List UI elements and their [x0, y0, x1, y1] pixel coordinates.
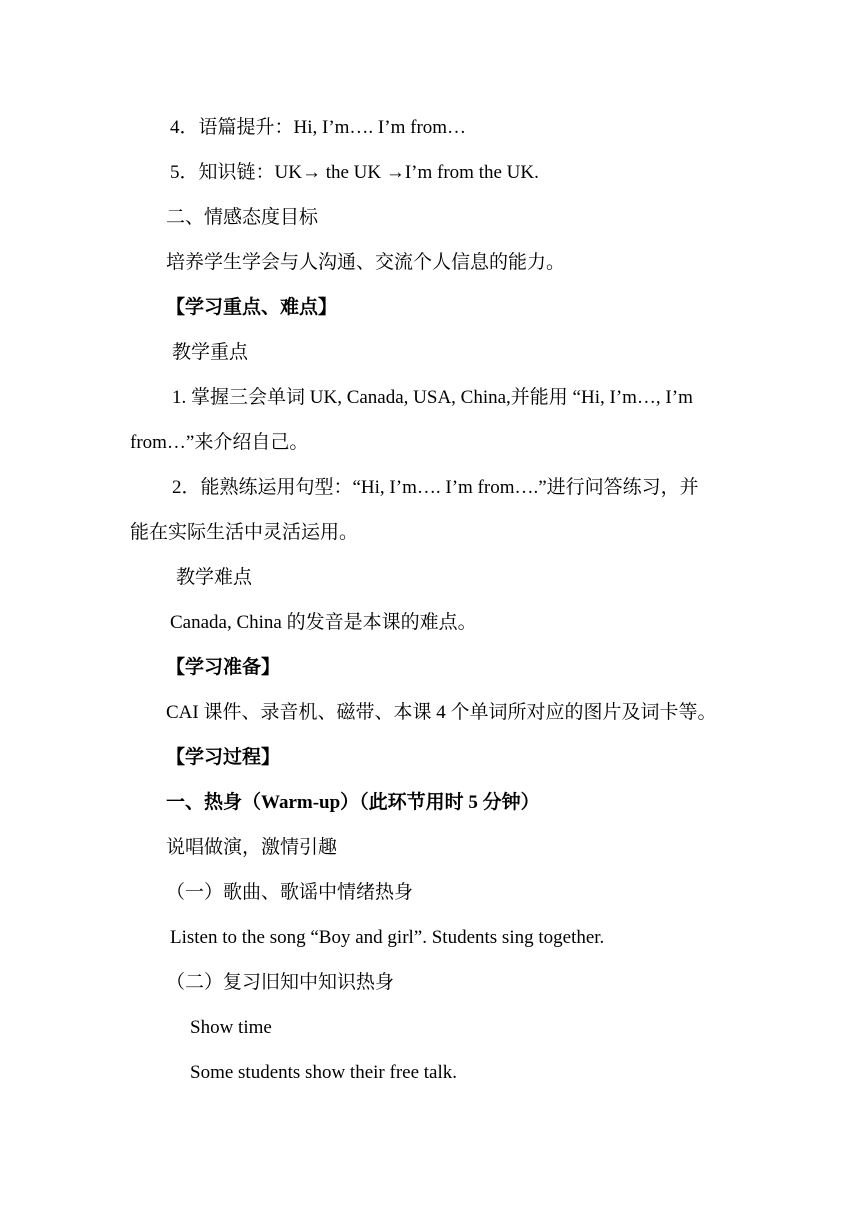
heading-learning-process: 【学习过程】: [166, 747, 281, 768]
warm-up-part-1-heading: （一）歌曲、歌谣中情绪热身: [166, 882, 414, 903]
item-4-discourse: 4．语篇提升：Hi, I’m…. I’m from…: [170, 117, 467, 138]
item-5-knowledge-chain: 5．知识链：UK→ the UK →I’m from the UK.: [170, 162, 539, 183]
heading-preparation: 【学习准备】: [166, 657, 281, 678]
affective-goal-text: 培养学生学会与人沟通、交流个人信息的能力。: [166, 252, 566, 273]
focus-item-2-line-2: 能在实际生活中灵活运用。: [130, 522, 359, 543]
subheading-teaching-difficulty: 教学难点: [176, 567, 253, 588]
preparation-text: CAI 课件、录音机、磁带、本课 4 个单词所对应的图片及词卡等。: [166, 702, 717, 723]
subheading-teaching-focus: 教学重点: [172, 342, 249, 363]
show-time-text: Some students show their free talk.: [190, 1062, 458, 1083]
warm-up-part-2-heading: （二）复习旧知中知识热身: [166, 972, 395, 993]
show-time-label: Show time: [190, 1017, 272, 1038]
warm-up-part-1-text: Listen to the song “Boy and girl”. Students sing together.: [170, 927, 605, 948]
heading-warm-up: 一、热身（Warm-up）（此环节用时 5 分钟）: [166, 792, 540, 813]
difficulty-text: Canada, China 的发音是本课的难点。: [170, 612, 477, 633]
heading-key-points-difficulties: 【学习重点、难点】: [166, 297, 338, 318]
focus-item-1-line-1: 1. 掌握三会单词 UK, Canada, USA, China,并能用 “Hi, I’m…, I’m: [172, 387, 693, 408]
section-heading-affective-goals: 二、情感态度目标: [166, 207, 319, 228]
focus-item-1-line-2: from…”来介绍自己。: [130, 432, 309, 453]
warm-up-summary: 说唱做演，激情引趣: [166, 837, 338, 858]
focus-item-2-line-1: 2．能熟练运用句型：“Hi, I’m…. I’m from….”进行问答练习，并: [172, 477, 699, 498]
